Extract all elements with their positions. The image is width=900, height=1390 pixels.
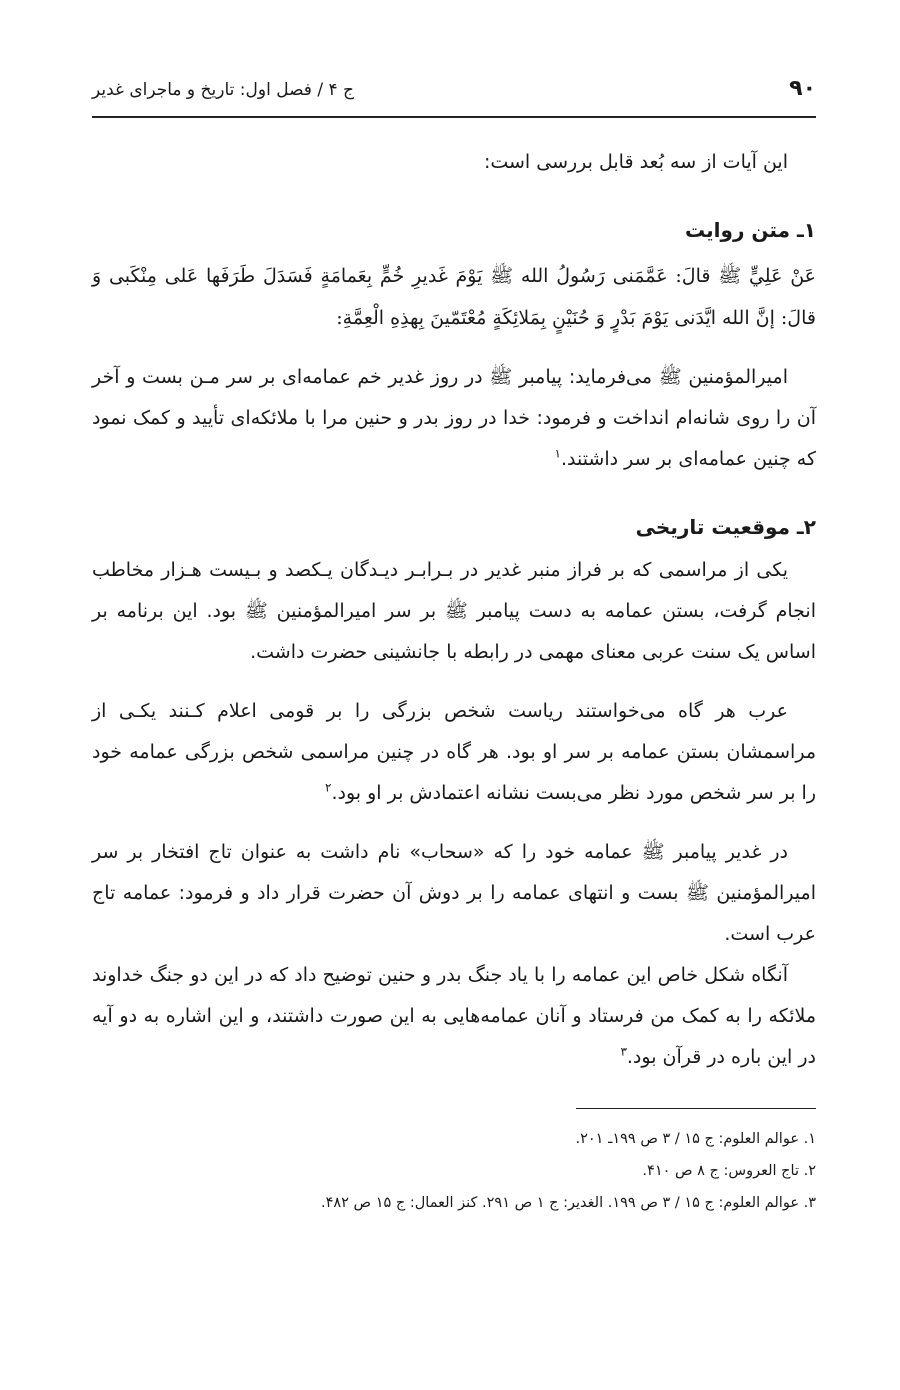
paragraph: [92, 832, 816, 955]
paragraph-text: یکی از مراسمی که بر فراز منبر غدیر در بـرابـر دیـدگان یـکصد و بـیست هـزار مخاطب انجام گرفت، بستن عمامه به دست پیامبر ﷺ بر سر امیرالمؤمنین ﷺ بود. این برنامه بر اساس یک سنت عربی معنای مهمی در رابطه با جانشینی حضرت داشت.: [92, 559, 816, 663]
intro-line: این آیات از سه بُعد قابل بررسی است:: [483, 151, 788, 173]
footnote: ۲. تاج العروس: ج ۸ ص ۴۱۰.: [642, 1163, 816, 1179]
footnote-divider: [576, 1108, 816, 1109]
narration-translation: [92, 357, 816, 480]
footnote-ref-1: ۱: [554, 446, 561, 461]
section-heading-1: ۱ـ متن روایت: [684, 218, 816, 242]
footnotes: [92, 1123, 816, 1219]
paragraph: [92, 955, 816, 1078]
footnote: ۱. عوالم العلوم: ج ۱۵ / ۳ ص ۱۹۹ـ ۲۰۱.: [575, 1131, 816, 1147]
footnote-ref-2: ۲: [325, 780, 332, 795]
book-page: [92, 64, 816, 1364]
paragraph: [92, 550, 816, 673]
paragraph-text: آنگاه شکل خاص این عمامه را با یاد جنگ بدر و حنین توضیح داد که در این دو جنگ خداوند ملائکه را به کمک من فرستاد و آنان عمامه‌هایی به این صورت داشتند، و این اشاره به دو آیه در این باره در قرآن بود.: [92, 964, 816, 1068]
paragraph-text: عرب هر گاه می‌خواستند ریاست شخص بزرگی را بر قومی اعلام کـنند یکـی از مراسمشان بستن عمامه بر سر او بود. هر گاه در چنین مراسمی شخص بزرگی عمامه خود را بر سر شخص مورد نظر می‌بست نشانه اعتمادش بر او بود.: [92, 700, 816, 804]
translation-text: امیرالمؤمنین ﷺ می‌فرماید: پیامبر ﷺ در روز غدیر خم عمامه‌ای بر سر مـن بست و آخر آن را روی شانه‌ام انداخت و فرمود: خدا در روز بدر و حنین مرا با ملائکه‌ای تأیید و کمک نمود که چنین عمامه‌ای بر سر داشتند.: [92, 366, 816, 470]
body-text: [92, 142, 816, 1078]
running-header: [92, 64, 816, 118]
arabic-narration: عَنْ عَلِيٍّ ﷺ قالَ: عَمَّمَنى رَسُولُ الله ﷺ يَوْمَ غَديرِ خُمٍّ بِعَمامَةٍ فَسَدَلَ طَرَفَها عَلى مِنْكَبى وَ قالَ: إنَّ الله ايَّدَنى يَوْمَ بَدْرٍ وَ حُنَيْنٍ بِمَلائِكَةٍ مُعْتَمّينَ بِهذِهِ الْعِمَّةِ:: [92, 265, 816, 329]
footnote: ۳. عوالم العلوم: ج ۱۵ / ۳ ص ۱۹۹. الغدیر: ج ۱ ص ۲۹۱. کنز العمال: ج ۱۵ ص ۴۸۲.: [320, 1195, 816, 1211]
section-heading-2: ۲ـ موقعیت تاریخی: [635, 515, 816, 539]
footnote-ref-3: ۳: [620, 1044, 627, 1059]
page-number: ۹۰: [789, 76, 816, 101]
paragraph-text: در غدیر پیامبر ﷺ عمامه خود را که «سحاب» نام داشت به عنوان تاج افتخار بر سر امیرالمؤمنین ﷺ بست و انتهای عمامه را بر دوش آن حضرت قرار داد و فرمود: عمامه تاج عرب است.: [92, 841, 816, 945]
header-title: ج ۴ / فصل اول: تاریخ و ماجرای غدیر: [92, 80, 355, 100]
paragraph: [92, 691, 816, 814]
